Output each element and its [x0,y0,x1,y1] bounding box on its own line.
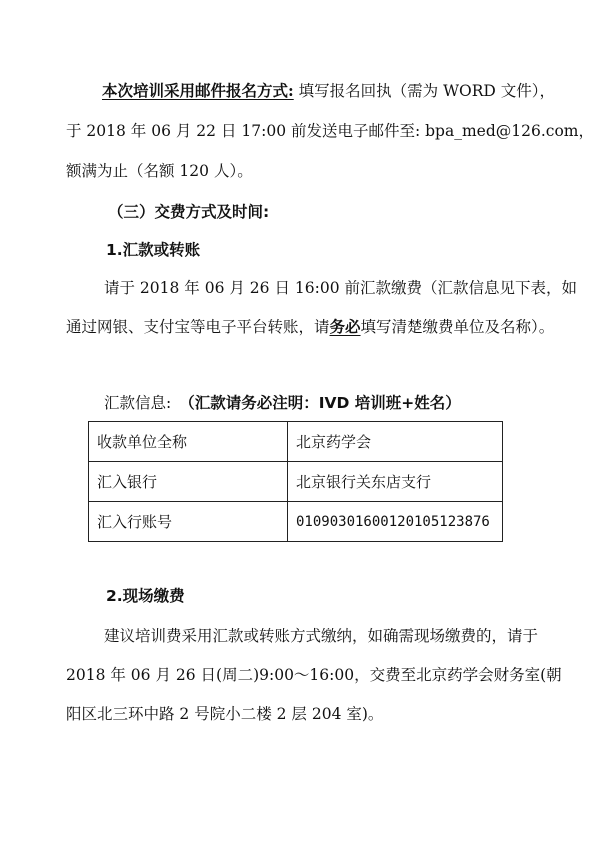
remittance-info-note: （汇款请务必注明：IVD 培训班+姓名） [179,394,461,412]
remittance-table [88,421,503,542]
table-row [89,422,503,462]
onsite-payment-line-3: 阳区北三环中路 2 号院小二楼 2 层 204 室)。 [66,705,384,723]
registration-line-3: 额满为止（名额 120 人）。 [66,162,253,180]
table-cell-key: 汇入银行 [89,462,288,502]
subsection-2-heading: 2.现场缴费 [106,587,185,605]
onsite-payment-line-2: 2018 年 06 月 26 日(周二)9:00～16:00，交费至北京药学会财务室(朝 [66,666,562,684]
registration-line-1 [102,80,555,102]
subsection-1-heading: 1.汇款或转账 [106,241,201,259]
remittance-line-2 [66,316,554,338]
table-cell-value: 北京银行关东店支行 [288,462,503,502]
table-row [89,462,503,502]
table-cell-value: 01090301600120105123876 [288,502,503,542]
remittance-line-2-a: 通过网银、支付宝等电子平台转账，请 [66,318,330,336]
registration-line-2: 于 2018 年 06 月 22 日 17:00 前发送电子邮件至: bpa_med@126.com， [66,122,594,140]
table-row [89,502,503,542]
registration-line-1-rest: 填写报名回执（需为 WORD 文件）， [293,82,556,100]
remittance-line-1: 请于 2018 年 06 月 26 日 16:00 前汇款缴费（汇款信息见下表，如 [104,279,577,297]
onsite-payment-line-1: 建议培训费采用汇款或转账方式缴纳，如确需现场缴费的，请于 [104,627,539,645]
remittance-info-line [104,392,461,414]
registration-method-lead: 本次培训采用邮件报名方式: [102,81,294,100]
section-3-heading: （三）交费方式及时间: [108,203,270,221]
remittance-info-label: 汇款信息: [104,394,172,412]
must-emphasis: 务必 [329,317,361,336]
table-cell-key: 汇入行账号 [89,502,288,542]
table-cell-key: 收款单位全称 [89,422,288,462]
remittance-line-2-c: 填写清楚缴费单位及名称）。 [360,318,555,336]
table-cell-value: 北京药学会 [288,422,503,462]
